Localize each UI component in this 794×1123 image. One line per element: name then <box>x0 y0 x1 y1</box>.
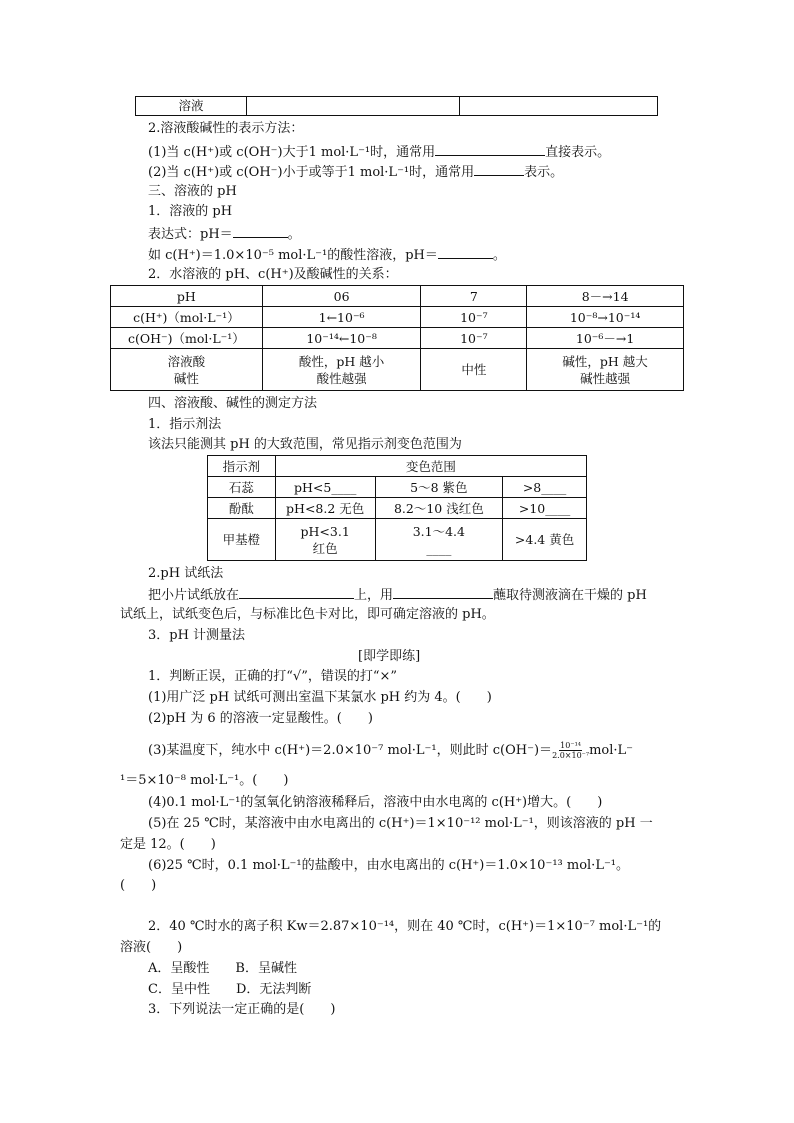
acidity-base-l2: 碱性越强 <box>580 370 631 386</box>
q2-title-cont: 溶液( ) <box>120 940 183 955</box>
blank <box>435 142 545 156</box>
top-table-cell-2 <box>247 97 460 115</box>
litmus-mid: 5～8 紫色 <box>375 477 503 498</box>
acidity-neutral: 中性 <box>421 349 527 391</box>
s2-line2 <box>148 162 563 182</box>
ch-acid: 1←10⁻⁶ <box>262 307 421 328</box>
q1-item6: (6)25 ℃时，0.1 mol·L⁻¹的盐酸中，由水电离出的 c(H⁺)＝1.0×10⁻¹³ mol·L⁻¹。 <box>148 858 630 873</box>
s4-sub2-c: 蘸取待测液滴在干燥的 pH <box>493 588 647 603</box>
coh-acid: 10⁻¹⁴←10⁻⁸ <box>262 328 421 349</box>
ch-header: c(H⁺)（mol·L⁻¹） <box>111 307 263 328</box>
coh-header: c(OH⁻)（mol·L⁻¹） <box>111 328 263 349</box>
ch-neutral: 10⁻⁷ <box>421 307 527 328</box>
ph-acid-range: 06 <box>262 286 421 307</box>
ch-base: 10⁻⁸→10⁻¹⁴ <box>527 307 684 328</box>
acidity-base-l1: 碱性，pH 越大 <box>562 353 648 369</box>
q2-options-ab: A．呈酸性 B．呈碱性 <box>148 961 297 976</box>
methyl-orange-mid <box>375 519 503 561</box>
coh-base: 10⁻⁶－→1 <box>527 328 684 349</box>
s4-sub2-a: 把小片试纸放在 <box>148 588 240 603</box>
q1-item6-cont: ( ) <box>120 878 157 893</box>
q2-title: 2．40 ℃时水的离子积 Kw＝2.87×10⁻¹⁴，则在 40 ℃时，c(H⁺)＝1×10⁻⁷ mol·L⁻¹的 <box>148 919 662 934</box>
ph-base-range: 8－→14 <box>527 286 684 307</box>
s2-line2-text: (2)当 c(H⁺)或 c(OH⁻)小于或等于1 mol·L⁻¹时，通常用 <box>148 165 475 180</box>
q1-item3 <box>148 741 633 760</box>
indicator-header: 指示剂 <box>208 456 276 477</box>
blank <box>393 585 493 599</box>
litmus-name: 石蕊 <box>208 477 276 498</box>
q1-item5: (5)在 25 ℃时，某溶液中由水电离出的 c(H⁺)＝1×10⁻¹² mol·L⁻¹，则该溶液的 pH 一 <box>148 816 653 831</box>
methyl-orange-high: >4.4 黄色 <box>503 519 587 561</box>
q1-item4: (4)0.1 mol·L⁻¹的氢氧化钠溶液稀释后，溶液中由水电离的 c(H⁺)增大。( ) <box>148 795 603 810</box>
phenol-name: 酚酞 <box>208 498 276 519</box>
s3-example-text: 如 c(H⁺)＝1.0×10⁻⁵ mol·L⁻¹的酸性溶液，pH＝ <box>148 248 438 263</box>
top-table <box>135 96 658 116</box>
q3-title: 3．下列说法一定正确的是( ) <box>148 1002 336 1017</box>
top-table-cell-3 <box>460 97 657 115</box>
mo-mid-l2: ____ <box>426 540 452 556</box>
s3-expr-tail: 。 <box>287 227 301 242</box>
indicator-table <box>207 455 587 561</box>
s4-title: 四、溶液酸、碱性的测定方法 <box>148 396 318 411</box>
litmus-low: pH<5____ <box>275 477 375 498</box>
fraction-denominator: 2.0×10⁻⁷ <box>552 751 590 760</box>
acidity-acid-l2: 酸性越强 <box>316 370 367 386</box>
mo-low-l1: pH<3.1 <box>300 523 350 539</box>
ph-table <box>110 285 684 391</box>
s4-sub3: 3．pH 计测量法 <box>148 628 246 643</box>
q1-item3-cont: ¹＝5×10⁻⁸ mol·L⁻¹。( ) <box>120 773 289 788</box>
coh-neutral: 10⁻⁷ <box>421 328 527 349</box>
range-header: 变色范围 <box>275 456 586 477</box>
blank <box>438 245 493 259</box>
q1-item3-unit: mol·L⁻ <box>589 743 634 758</box>
top-table-cell-1: 溶液 <box>136 97 247 115</box>
s4-sub2-line1 <box>148 585 647 605</box>
s3-expr-text: 表达式：pH＝ <box>148 227 233 242</box>
fraction-numerator: 10⁻¹⁴ <box>560 741 581 750</box>
acidity-base <box>527 349 684 391</box>
s3-example <box>148 245 506 265</box>
q1-item2: (2)pH 为 6 的溶液一定显酸性。( ) <box>148 711 373 726</box>
s2-title: 2.溶液酸碱性的表示方法： <box>148 121 304 136</box>
s3-sub1: 1．溶液的 pH <box>148 204 233 219</box>
s2-line2-tail: 表示。 <box>524 165 564 180</box>
s4-sub2: 2.pH 试纸法 <box>148 566 224 581</box>
s4-sub2-b: 上，用 <box>354 588 394 603</box>
phenol-high: >10____ <box>503 498 587 519</box>
litmus-high: >8____ <box>503 477 587 498</box>
q1-item1: (1)用广泛 pH 试纸可测出室温下某氯水 pH 约为 4。( ) <box>148 690 492 705</box>
mo-low-l2: 红色 <box>312 540 338 556</box>
acidity-acid-l1: 酸性，pH 越小 <box>298 353 385 369</box>
mo-mid-l1: 3.1～4.4 <box>412 523 465 539</box>
blank <box>474 162 524 176</box>
methyl-orange-low <box>275 519 375 561</box>
ph-neutral: 7 <box>421 286 527 307</box>
s4-sub1: 1．指示剂法 <box>148 417 222 432</box>
s2-line1-text: (1)当 c(H⁺)或 c(OH⁻)大于1 mol·L⁻¹时，通常用 <box>148 145 436 160</box>
ph-header: pH <box>111 286 263 307</box>
q1-item5-cont: 定是 12。( ) <box>120 837 216 852</box>
q1-title: 1．判断正误，正确的打“√”，错误的打“×” <box>148 669 398 684</box>
methyl-orange-name: 甲基橙 <box>208 519 276 561</box>
acidity-header-l1: 溶液酸 <box>167 353 206 369</box>
s2-line1-tail: 直接表示。 <box>545 145 611 160</box>
acidity-header <box>111 349 263 391</box>
s4-sub2-line2: 试纸上，试纸变色后，与标准比色卡对比，即可确定溶液的 pH。 <box>120 607 495 622</box>
blank <box>239 585 354 599</box>
phenol-mid: 8.2～10 浅红色 <box>375 498 503 519</box>
s4-sub1-desc: 该法只能测其 pH 的大致范围，常见指示剂变色范围为 <box>148 437 462 452</box>
phenol-low: pH<8.2 无色 <box>275 498 375 519</box>
fraction <box>552 741 589 760</box>
s3-example-tail: 。 <box>492 248 506 263</box>
q2-options-cd: C．呈中性 D．无法判断 <box>148 982 312 997</box>
acidity-acid <box>262 349 421 391</box>
s3-expr <box>148 224 301 244</box>
blank <box>233 224 288 238</box>
q1-item3-text: (3)某温度下，纯水中 c(H⁺)＝2.0×10⁻⁷ mol·L⁻¹，则此时 c(OH⁻)＝ <box>148 743 553 758</box>
s3-sub2: 2．水溶液的 pH、c(H⁺)及酸碱性的关系： <box>148 267 398 282</box>
acidity-header-l2: 碱性 <box>173 370 199 386</box>
practice-title: [即学即练] <box>358 649 421 664</box>
s2-line1 <box>148 142 610 162</box>
s3-title: 三、溶液的 pH <box>148 184 237 199</box>
